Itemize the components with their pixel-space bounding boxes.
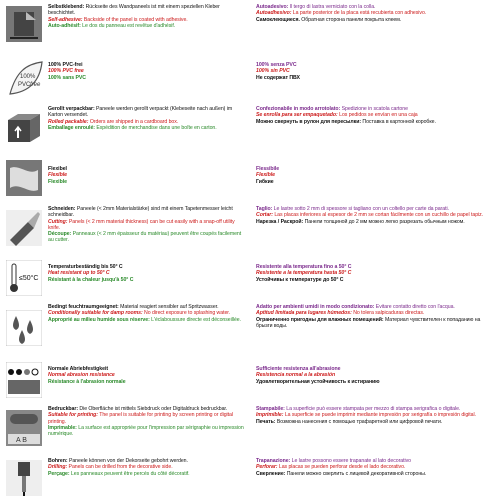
feature-heading: Perforar: <box>256 464 278 471</box>
self-adhesive-icon <box>6 6 42 42</box>
feature-heading: Cortar: <box>256 212 273 219</box>
svg-text:100%: 100% <box>20 74 36 80</box>
desc-left <box>48 4 248 29</box>
feature-heading: Heat resistant up to 50° C <box>48 270 110 277</box>
desc-left <box>48 106 248 131</box>
feature-heading: Сверление: <box>256 470 286 477</box>
feature-heading: Drilling: <box>48 464 68 471</box>
feature-heading: Auto-adhésif: <box>48 22 81 29</box>
feature-heading: Résistant à la chaleur jusqu'à 50° C <box>48 276 134 283</box>
feature-text: Paneele (< 2mm Materialstärke) sind mit einem Tapetenmesser leicht schneidbar. <box>48 206 233 219</box>
feature-text: Los pedidos se envían en una caja <box>337 112 418 119</box>
feature-heading: Confezionabile in modo arrotolato: <box>256 106 341 112</box>
row-drilling <box>0 456 500 500</box>
feature-heading: Flexible <box>256 172 275 179</box>
feature-heading: Adatto per ambienti umidi in modo condizionato: <box>256 304 375 310</box>
feature-line <box>48 125 248 131</box>
feature-text: Il tergo di lastra verniciato con la colla. <box>288 4 376 10</box>
feature-heading: Sufficiente resistenza all'abrasione <box>256 366 341 372</box>
feature-heading: Imprimable: <box>48 424 77 431</box>
feature-line <box>256 75 486 81</box>
svg-text:A B: A B <box>16 437 27 444</box>
feature-text: Spedizione in scatola cartone <box>340 106 408 112</box>
feature-heading: Гибкие <box>256 178 274 185</box>
feature-heading: 100% PVC-frei <box>48 62 83 68</box>
feature-heading: Trapanazione: <box>256 458 291 464</box>
feature-heading: 100% senza PVC <box>256 62 297 68</box>
row-rolled <box>0 104 500 154</box>
feature-heading: Temperaturbeständig bis 50° C <box>48 264 123 270</box>
desc-left <box>48 62 248 81</box>
row-pvc-free <box>0 52 500 102</box>
feature-line <box>48 75 248 81</box>
desc-right <box>256 304 486 329</box>
row-printable <box>0 404 500 454</box>
feature-text: Обратная сторона панели покрыта клеем. <box>299 16 402 23</box>
feature-line <box>48 231 248 244</box>
feature-heading: 100% sans PVC <box>48 74 86 81</box>
feature-heading: Нарезка / Раскрой: <box>256 218 304 225</box>
feature-line <box>48 317 248 323</box>
feature-heading: Удовлетворительная устойчивость к истиранию <box>256 378 380 385</box>
feature-line <box>256 379 486 385</box>
feature-line <box>256 219 486 225</box>
feature-heading: Normal abrasion resistance <box>48 372 115 379</box>
feature-text: No direct exposure to splashing water. <box>142 310 231 317</box>
pvc-free-icon <box>6 58 46 98</box>
desc-right <box>256 406 486 425</box>
feature-text: Paneele werden gerollt verpackt (Klebeseite nach außen) im Karton versendet. <box>48 106 233 119</box>
row-self-adhesive <box>0 2 500 50</box>
feature-line <box>48 23 248 29</box>
feature-line <box>256 179 486 185</box>
desc-left <box>48 206 248 244</box>
feature-text: Le lastre possono essere trapanate al lato decorativo <box>290 458 411 464</box>
feature-line <box>48 206 248 219</box>
feature-text: La parte posterior de la placa está recubierta con adhesivo. <box>291 10 427 17</box>
feature-heading: Autoadhesivo: <box>256 10 292 17</box>
feature-line <box>48 471 248 477</box>
row-cutting <box>0 204 500 254</box>
desc-right <box>256 62 486 81</box>
feature-text: Panneaux (< 2 mm épaisseur du matériau) peuvent être coupés facilement au cutter. <box>48 231 242 244</box>
feature-heading: Устойчивы к температуре до 50° C <box>256 276 344 283</box>
feature-heading: Autoadesivo: <box>256 4 289 10</box>
feature-text: La surface est appropriée pour l'impression par sérigraphie ou impression numérique. <box>48 424 244 438</box>
cutter-knife-icon <box>6 210 42 246</box>
feature-text: Panels can be drilled from the decorative side. <box>67 464 173 471</box>
desc-left <box>48 458 248 477</box>
feature-heading: Imprimible: <box>256 412 284 419</box>
feature-text: La superficie può essere stampata per mezzo di stampa serigrafica o digitale. <box>284 406 461 412</box>
feature-text: Les panneaux peuvent être percés du côté décoratif. <box>69 470 190 477</box>
flexible-icon <box>6 160 42 196</box>
desc-right <box>256 264 486 283</box>
feature-heading: Gerollt verpackbar: <box>48 106 95 112</box>
feature-heading: 100% sin PVC <box>256 68 290 75</box>
feature-heading: Resistente a la temperatura hasta 50° C <box>256 270 352 277</box>
feature-text: Материал чувствителен к попаданию на брызги воды. <box>256 316 481 329</box>
desc-left <box>48 304 248 323</box>
feature-heading: Perçage: <box>48 470 70 477</box>
feature-text: Las placas inferiores al espesor de 2 mm se cortan fácilmente con un cuchillo de papel tapiz. <box>272 212 484 219</box>
feature-heading: Flessibile <box>256 166 280 172</box>
feature-heading: Stampabile: <box>256 406 285 412</box>
feature-heading: Approprié au milieu humide sous réserve: <box>48 316 150 323</box>
feature-text: Expédition de merchandise dans une boîte en carton. <box>94 124 217 131</box>
desc-right <box>256 106 486 125</box>
feature-text: Die Oberfläche ist mittels Siebdruck oder Digitaldruck bedruckbar. <box>78 406 228 412</box>
feature-heading: Taglio: <box>256 206 273 212</box>
feature-text: Evitare contatto diretto con l'acqua. <box>374 304 455 310</box>
desc-left <box>48 366 248 385</box>
feature-text: Las placas se pueden perforar desde el lado decorativo. <box>277 464 406 471</box>
feature-line <box>48 106 248 119</box>
svg-text:PVC: PVC <box>18 82 31 88</box>
feature-heading: Schneiden: <box>48 206 76 212</box>
desc-right <box>256 206 486 225</box>
drill-icon <box>6 460 42 496</box>
feature-line <box>48 4 248 17</box>
feature-heading: Selbstklebend: <box>48 4 85 10</box>
feature-line <box>256 277 486 283</box>
desc-left <box>48 166 248 185</box>
feature-line <box>48 179 248 185</box>
row-temperature <box>0 256 500 300</box>
desc-left <box>48 406 248 437</box>
feature-text: Panels (< 2 mm material thickness) can be cut easily with a snap-off utility knife. <box>48 218 235 231</box>
feature-heading: Самоклеющиеся. <box>256 16 300 23</box>
feature-heading: Conditionally suitable for damp rooms: <box>48 310 143 317</box>
feature-text: Orders are shipped in a cardboard box. <box>88 118 179 125</box>
feature-line <box>256 17 486 23</box>
feature-line <box>256 317 486 330</box>
feature-heading: Cutting: <box>48 218 68 225</box>
feature-heading: Normale Abriebfestigkeit <box>48 366 109 372</box>
desc-right <box>256 4 486 23</box>
rolled-box-icon <box>6 110 42 146</box>
feature-heading: Flexibel <box>48 166 67 172</box>
feature-heading: Resistencia normal a la abrasión <box>256 372 336 379</box>
feature-text: Le dos du panneau est revêtue d'adhésif. <box>80 22 176 29</box>
feature-line <box>48 412 248 425</box>
desc-right <box>256 166 486 185</box>
feature-text: Панели толщиной до 2 мм можно легко разрезать обычным ножом. <box>303 218 465 225</box>
row-abrasion <box>0 358 500 402</box>
feature-heading: Bohren: <box>48 458 68 464</box>
row-damp <box>0 302 500 356</box>
feature-heading: Rolled packable: <box>48 118 89 125</box>
thermometer-icon <box>6 260 42 296</box>
feature-text: Панели можно сверлить с лицевой декоративной стороны. <box>285 470 427 477</box>
desc-right <box>256 458 486 477</box>
feature-line <box>48 379 248 385</box>
feature-heading: Flexible <box>48 172 67 179</box>
feature-heading: 100% PVC free <box>48 68 84 75</box>
feature-text: L'éclaboussure directe est déconseillée. <box>149 316 242 323</box>
feature-text: Paneele können von der Dekorseite gebohrt werden. <box>67 458 188 464</box>
feature-text: Material reagiert sensibler auf Spritzwasser. <box>118 304 219 310</box>
feature-heading: Se enrolla para ser empaquetado: <box>256 112 338 119</box>
feature-line <box>256 419 486 425</box>
feature-heading: Découpe: <box>48 231 72 238</box>
feature-heading: Emballage enroulé: <box>48 124 95 131</box>
feature-text: Rückseite des Wandpaneels ist mit einem speziellen Kleber beschichtet. <box>48 4 220 17</box>
svg-text:free: free <box>30 82 41 88</box>
feature-line <box>256 471 486 477</box>
feature-line <box>48 219 248 232</box>
feature-line <box>48 277 248 283</box>
feature-heading: Self-adhesive: <box>48 16 83 23</box>
feature-line <box>256 119 486 125</box>
feature-text: La superficie se puede imprimir mediante impresión por serigrafía o impresión digital. <box>283 412 477 419</box>
feature-heading: Résistance à l'abrasion normale <box>48 378 126 385</box>
feature-text: The panel is suitable for printing by screen printing or digital printing. <box>48 412 233 425</box>
feature-text: Backside of the panel is coated with adhesive. <box>82 16 188 23</box>
feature-text: Поставка в картонной коробке. <box>361 118 436 125</box>
print-roller-icon <box>6 410 42 446</box>
feature-heading: Resistente alla temperatura fino a 50° C <box>256 264 352 270</box>
feature-text: Le lastre sotto 2 mm di spessore si tagliano con un coltello per carte da parati. <box>272 206 449 212</box>
feature-heading: Suitable for printing: <box>48 412 98 419</box>
feature-heading: Flexible <box>48 178 67 185</box>
feature-heading: Ограниченно пригодны для влажных помещений: <box>256 316 384 323</box>
abrasion-dots-icon <box>6 362 42 398</box>
water-drops-icon <box>6 310 42 346</box>
feature-heading: Можно свернуть в рулон для пересылки: <box>256 118 362 125</box>
feature-heading: Bedingt feuchtraumgeeignet: <box>48 304 119 310</box>
feature-line <box>48 425 248 438</box>
feature-heading: Не содержат ПВХ <box>256 74 300 81</box>
feature-heading: Aptitud limitada para lugares húmedos: <box>256 310 352 317</box>
feature-heading: Печать: <box>256 418 276 425</box>
row-flexible <box>0 156 500 202</box>
feature-text: No tolera salpicaduras directas. <box>351 310 425 317</box>
desc-left <box>48 264 248 283</box>
feature-heading: Bedruckbar: <box>48 406 79 412</box>
desc-right <box>256 366 486 385</box>
svg-text:≤50°C: ≤50°C <box>19 275 39 282</box>
feature-text: Возможна нанесения с помощью трафаретной или цифровой печати. <box>275 418 443 425</box>
